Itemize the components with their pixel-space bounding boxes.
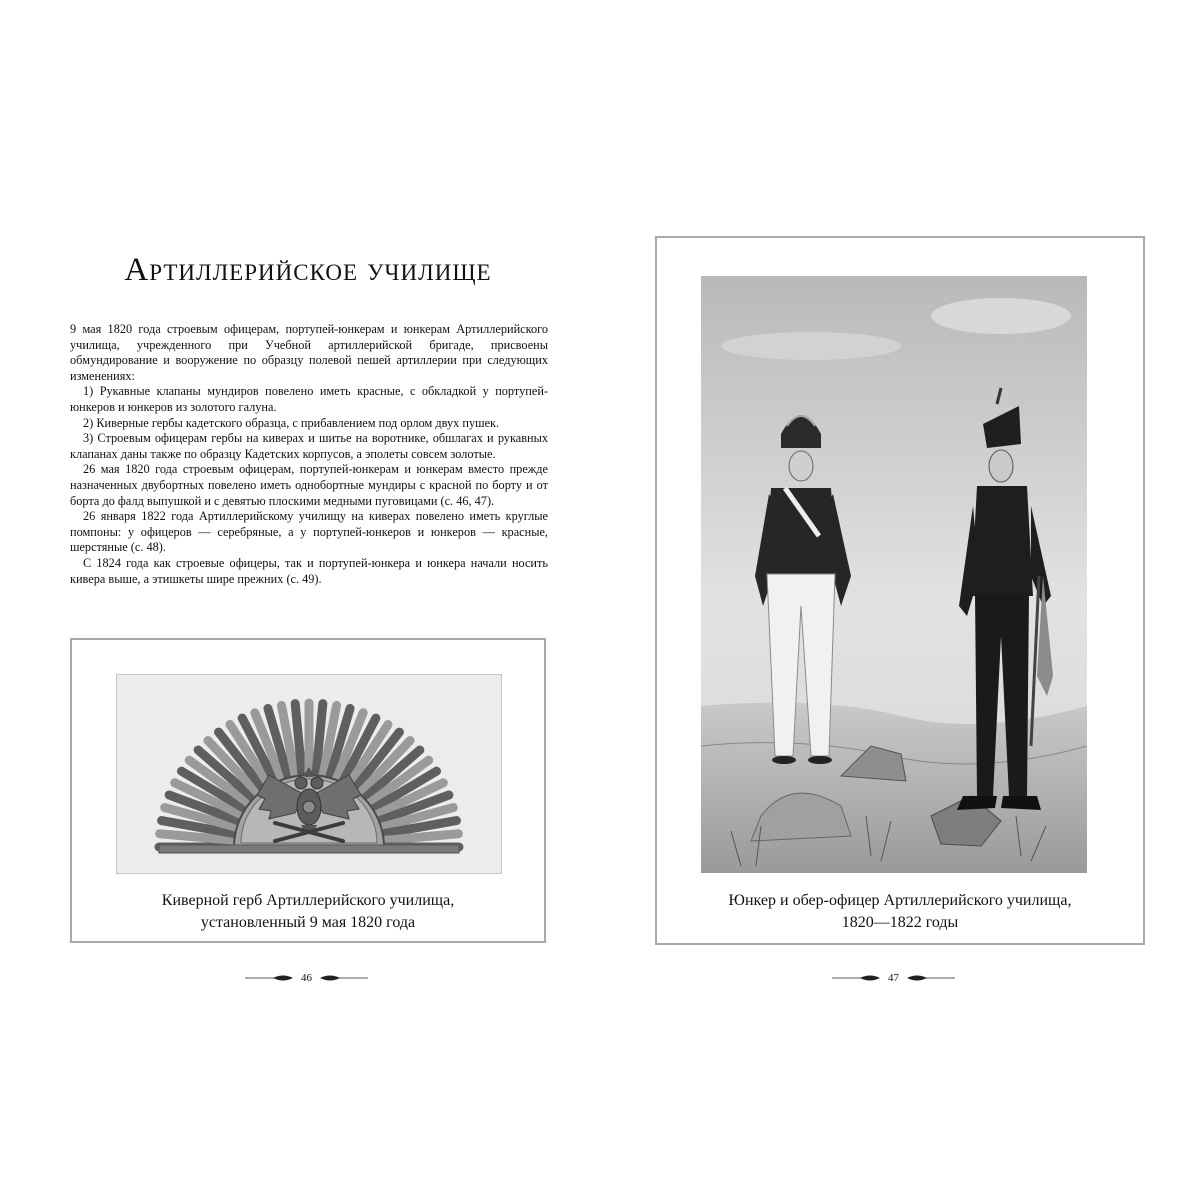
- page-number-left: [245, 968, 368, 988]
- uniform-illustration: [701, 276, 1087, 873]
- lithograph-drawing: [701, 276, 1087, 873]
- shako-badge-plate: [70, 638, 546, 943]
- caption-line-1: Юнкер и обер-офицер Артиллерийского училища,: [728, 892, 1072, 909]
- paragraph-4: 3) Строевым офицерам гербы на киверах и шитье на воротнике, обшлагах и рукавных клапанах даны также по образцу Кадетских корпусов, а эполеты совсем золотые.: [70, 431, 548, 461]
- body-text: [70, 322, 548, 587]
- ornamental-swash-icon: [832, 973, 880, 983]
- paragraph-7: С 1824 года как строевые офицеры, так и портупей-юнкера и юнкера начали носить кивера выше, а этишкеты шире прежних (с. 49).: [70, 555, 548, 586]
- paragraph-6: 26 января 1822 года Артиллерийскому училищу на киверах повелено иметь круглые помпоны: у офицеров — серебряные, а у портупей-юнкеров и юнкеров — красные, шерстяные (с. 48).: [70, 509, 548, 555]
- caption-line-2: 1820—1822 годы: [841, 914, 959, 931]
- caption-line-1: Киверной герб Артиллерийского училища,: [161, 892, 455, 909]
- shako-badge-caption: [72, 890, 544, 934]
- ornamental-swash-icon: [907, 973, 955, 983]
- paragraph-5: 26 мая 1820 года строевым офицерам, портупей-юнкерам и юнкерам вместо прежде назначенных двубортных повелено иметь однобортные мундиры с красной по борту и от борта до фалд выпушкой и с девятью плоскими медными пуговицами (с. 46, 47).: [70, 462, 548, 508]
- paragraph-3: 2) Киверные гербы кадетского образца, с прибавлением под орлом двух пушек.: [83, 415, 500, 430]
- shako-badge-illustration: [116, 674, 502, 874]
- page-number: 47: [888, 972, 899, 984]
- page-title: Артиллерийское училище: [124, 252, 492, 288]
- paragraph-2: 1) Рукавные клапаны мундиров повелено иметь красные, с обкладкой у портупей-юнкеров и юнкеров из золотого галуна.: [70, 384, 548, 414]
- shako-badge-drawing: [117, 675, 501, 873]
- page-number-right: [832, 968, 955, 988]
- uniform-caption: [657, 890, 1143, 934]
- ornamental-swash-icon: [320, 973, 368, 983]
- ornamental-swash-icon: [245, 973, 293, 983]
- right-page: [600, 0, 1200, 1200]
- caption-line-2: установленный 9 мая 1820 года: [200, 914, 416, 931]
- page-number: 46: [301, 972, 312, 984]
- paragraph-1: 9 мая 1820 года строевым офицерам, портупей-юнкерам и юнкерам Артиллерийского училища, учрежденного при Учебной артиллерийской бригаде, присвоены обмундирование и вооружение по образцу полевой пешей артиллерии при следующих изменениях:: [70, 322, 548, 383]
- uniform-plate: [655, 236, 1145, 945]
